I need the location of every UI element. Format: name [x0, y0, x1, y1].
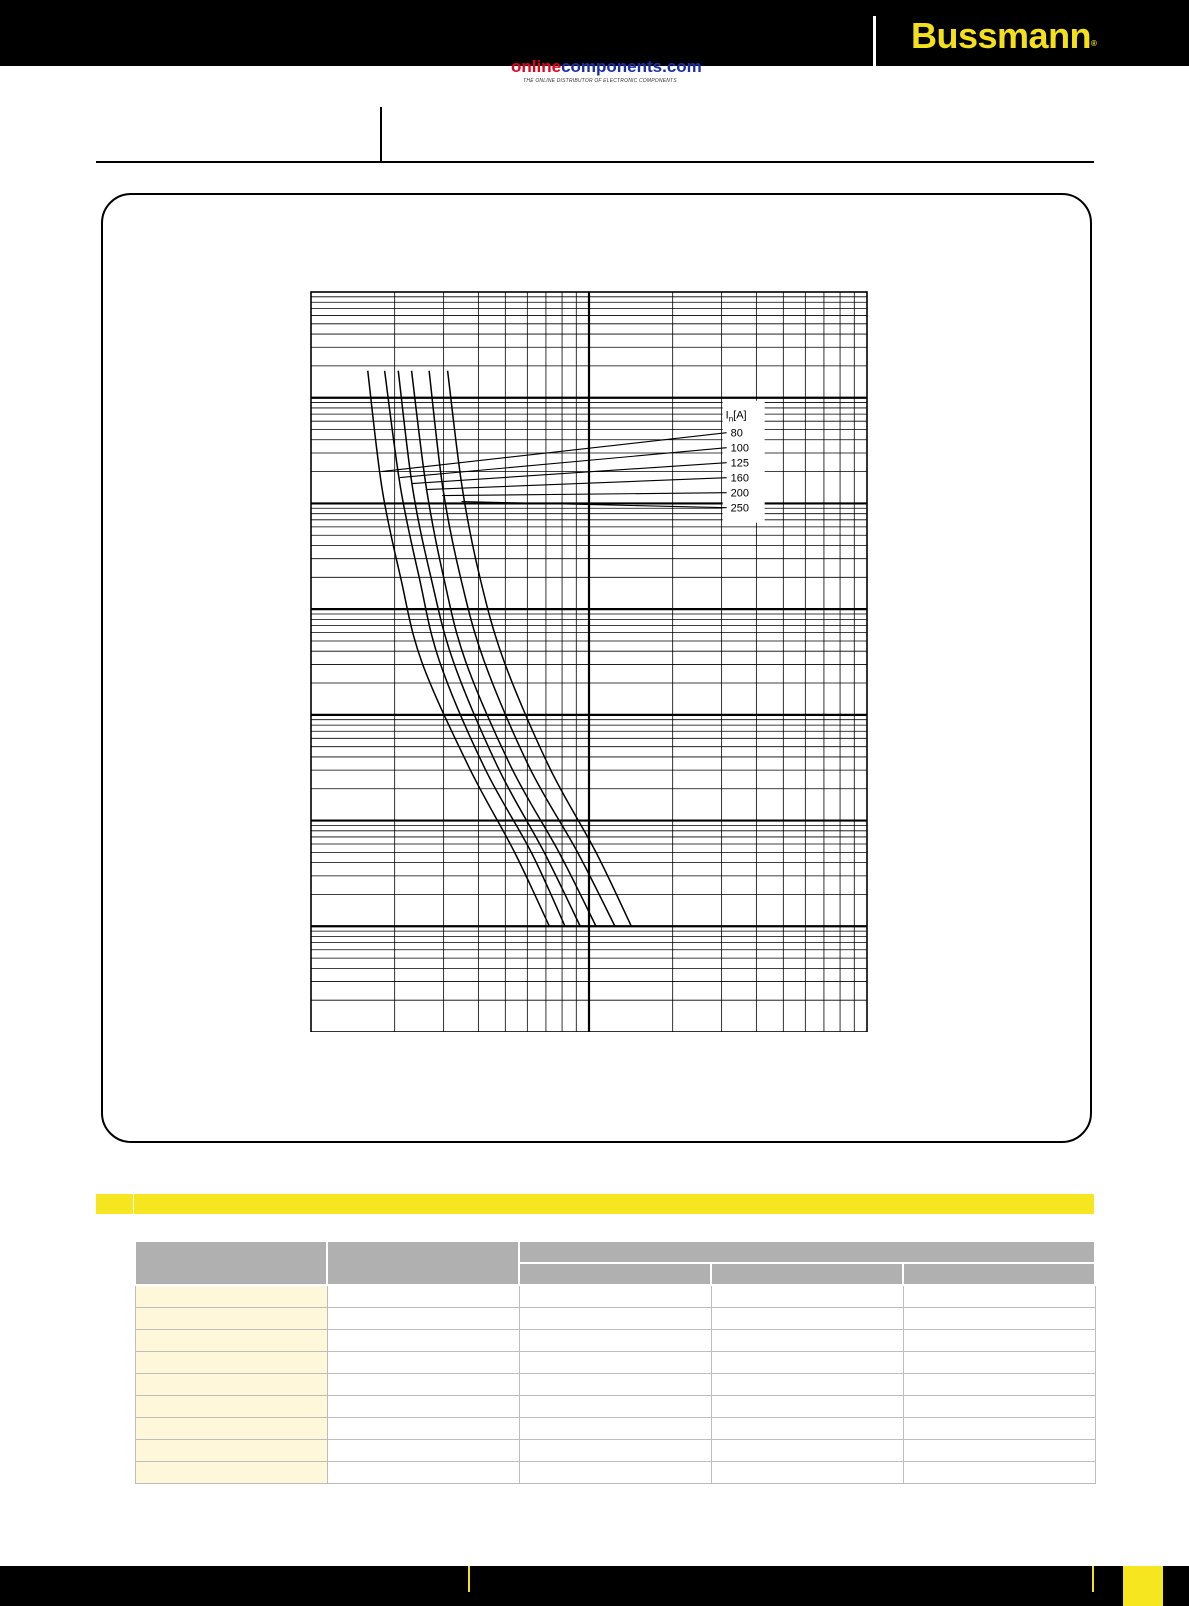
table-cell: [903, 1285, 1095, 1308]
table-subheader: [519, 1263, 711, 1285]
table-cell: [327, 1440, 519, 1462]
page-number-box: [1123, 1566, 1163, 1606]
table-cell: [903, 1396, 1095, 1418]
table-row-header: [135, 1330, 327, 1352]
table-cell: [711, 1285, 903, 1308]
table-cell: [903, 1418, 1095, 1440]
bussmann-logo[interactable]: [911, 14, 1096, 58]
table-cell: [327, 1396, 519, 1418]
table-cell: [327, 1308, 519, 1330]
section-header-tab: [133, 1194, 134, 1214]
table-row-header: [135, 1285, 327, 1308]
table-cell: [711, 1462, 903, 1484]
table-subheader: [903, 1263, 1095, 1285]
header-rule: [96, 161, 1094, 163]
table-cell: [519, 1462, 711, 1484]
table-row-header: [135, 1462, 327, 1484]
registered-mark: ®: [1091, 39, 1097, 48]
table-row-header: [135, 1396, 327, 1418]
table-cell: [327, 1330, 519, 1352]
table-row-header: [135, 1308, 327, 1330]
table-cell: [327, 1285, 519, 1308]
table-cell: [519, 1440, 711, 1462]
table-row: [135, 1440, 1095, 1462]
table-cell: [711, 1308, 903, 1330]
section-header-bar: [96, 1194, 1094, 1214]
table-row: [135, 1374, 1095, 1396]
table-cell: [903, 1440, 1095, 1462]
distributor-logo-part2: components.com: [561, 57, 702, 76]
table-cell: [327, 1462, 519, 1484]
distributor-logo[interactable]: [511, 57, 702, 76]
table-header-col1: [135, 1241, 327, 1285]
table-row-header: [135, 1374, 327, 1396]
table-cell: [519, 1374, 711, 1396]
table-cell: [327, 1374, 519, 1396]
table-cell: [903, 1330, 1095, 1352]
brand-name: Bussmann: [911, 15, 1092, 56]
header-split-line: [380, 107, 382, 163]
chart-grid: [311, 292, 867, 1032]
table-row-header: [135, 1440, 327, 1462]
table-cell: [711, 1396, 903, 1418]
table-cell: [519, 1285, 711, 1308]
table-cell: [327, 1418, 519, 1440]
table-header-group: [519, 1241, 1095, 1263]
footer-bar: [0, 1566, 1189, 1606]
table-cell: [711, 1352, 903, 1374]
table-row: [135, 1462, 1095, 1484]
time-current-chart: [309, 290, 869, 1032]
table-cell: [903, 1352, 1095, 1374]
table-cell: [519, 1330, 711, 1352]
legend-label-250: 250: [730, 502, 749, 515]
table-cell: [519, 1418, 711, 1440]
legend-label-80: 80: [730, 427, 743, 440]
legend-title: $I_n[A]$: [725, 409, 747, 424]
table-row: [135, 1285, 1095, 1308]
footer-marker: [1092, 1566, 1094, 1592]
table-cell: [711, 1374, 903, 1396]
table-row: [135, 1330, 1095, 1352]
distributor-tagline: THE ONLINE DISTRIBUTOR OF ELECTRONIC COMPONENTS: [523, 78, 677, 84]
table-row: [135, 1418, 1095, 1440]
table-cell: [903, 1308, 1095, 1330]
table-row: [135, 1308, 1095, 1330]
table-row-header: [135, 1418, 327, 1440]
table-row: [135, 1396, 1095, 1418]
table-row: [135, 1352, 1095, 1374]
table-subheader: [711, 1263, 903, 1285]
banner-divider: [873, 16, 876, 66]
distributor-logo-part1: online: [511, 57, 562, 76]
footer-marker: [468, 1566, 470, 1592]
table-cell: [327, 1352, 519, 1374]
legend-label-160: 160: [730, 472, 749, 485]
legend-label-125: 125: [730, 457, 749, 470]
table-cell: [519, 1352, 711, 1374]
table-row-header: [135, 1352, 327, 1374]
legend-label-200: 200: [730, 487, 749, 500]
table-cell: [711, 1330, 903, 1352]
table-cell: [519, 1308, 711, 1330]
table-cell: [711, 1440, 903, 1462]
table-cell: [711, 1418, 903, 1440]
table-header-col2: [327, 1241, 519, 1285]
table-cell: [903, 1374, 1095, 1396]
table-cell: [519, 1396, 711, 1418]
specs-table: [134, 1240, 1096, 1484]
table-cell: [903, 1462, 1095, 1484]
table-body: [135, 1285, 1095, 1484]
legend-label-100: 100: [730, 442, 749, 455]
